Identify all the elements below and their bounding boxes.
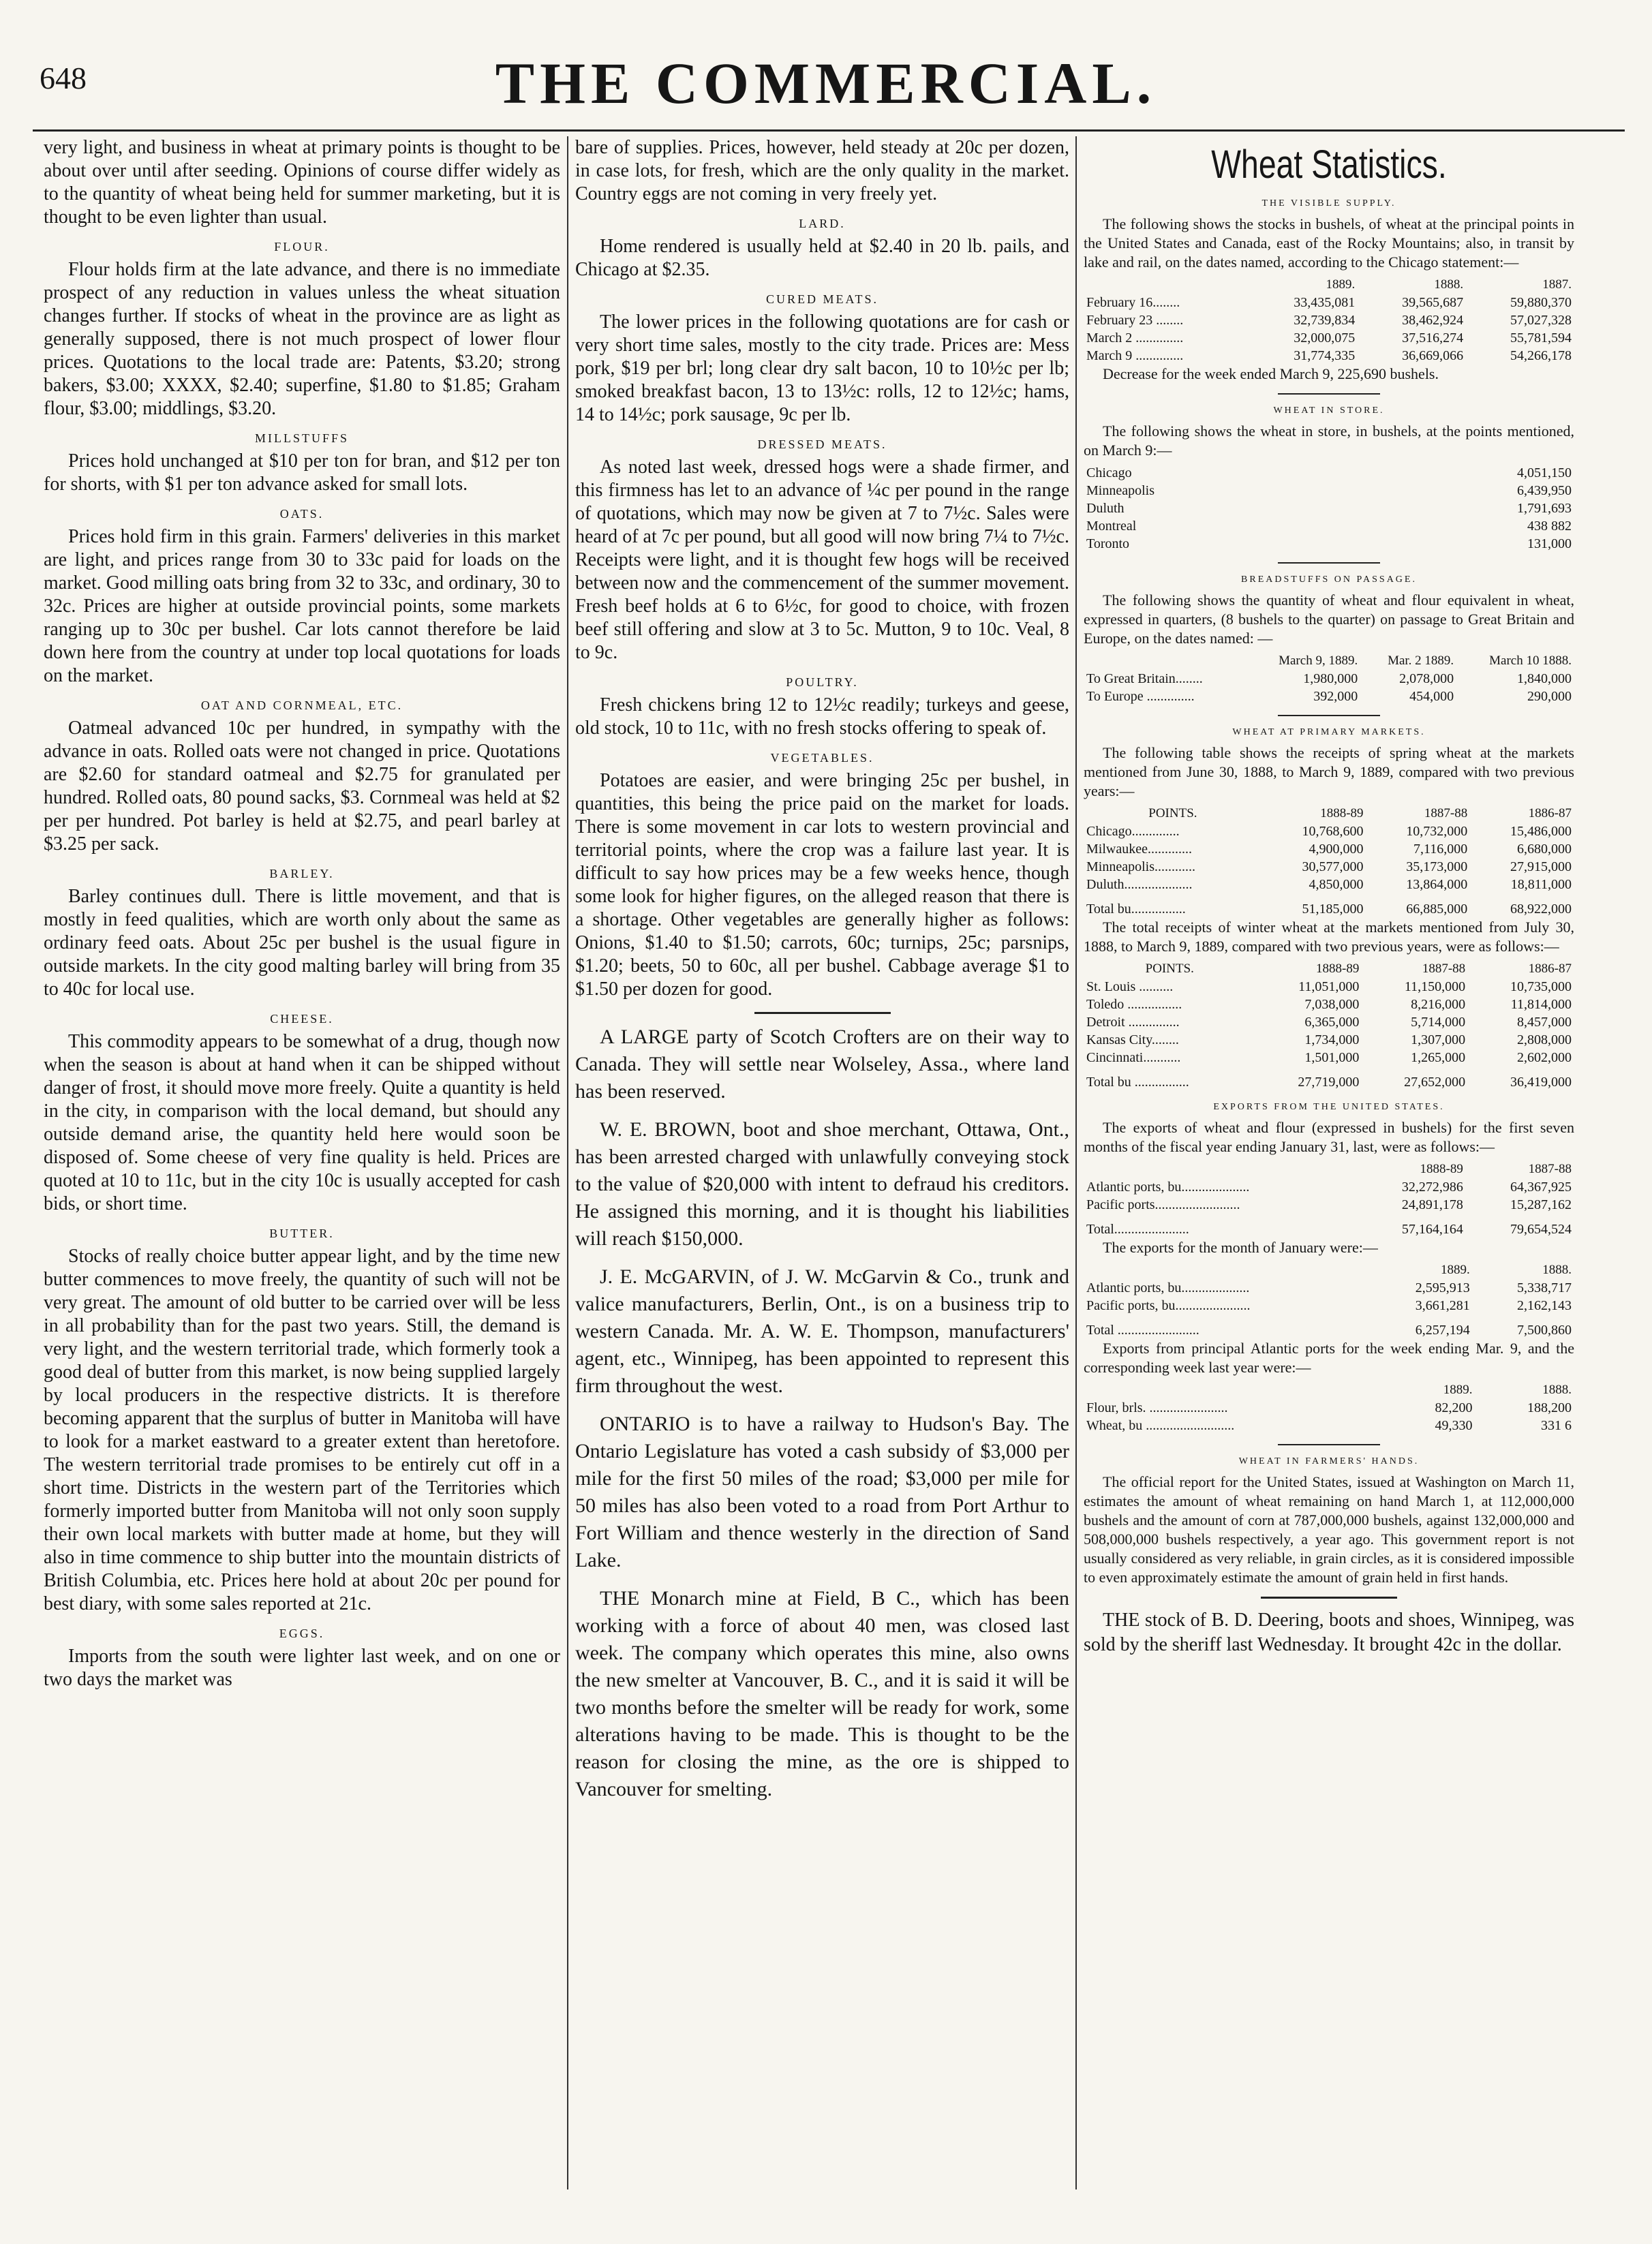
section-separator: [1278, 562, 1380, 564]
wheat-statistics-title: Wheat Statistics.: [1211, 142, 1447, 187]
section-heading: OATS.: [279, 507, 324, 521]
table-row: St. Louis .......... 11,051,000 11,150,000 10,735,000: [1086, 979, 1572, 994]
article-paragraph: Stocks of really choice butter appear light, and by the time new butter commences to move freely, the quantity of such will not be very great. The amount of old butter to be carried over will be less in all probability than for the past two years. Still, the demand is very light, and the western territorial trade, which formerly took a good deal of butter from this market, is now being supplied largely by local producers in the respective districts. It is therefore becoming apparent that the surplus of butter in Manitoba will have to look for a market eastward to a greater extent than heretofore. The western territorial trade promises to be entirely cut off in a short time. Districts in the western part of the Territories which formerly imported butter from Manitoba will not only soon supply their own local markets with butter made at home, but they will also in time commence to ship butter into the mountain districts of British Columbia, etc. Prices here hold at about 20c per pound for best diary, with some sales reported at 21c.: [44, 1246, 560, 1614]
table-row: Toronto 131,000: [1086, 536, 1572, 551]
winter-wheat-table: POINTS. 1888-89 1887-88 1886-87 St. Louis .......... 11,051,000 11,150,000 10,735,000 Toledo ................ 7,038,000 8,216,000 11,814,000 Detroit ............... 6,365,000 5,714,000 8,457,000 Kansas City........ 1,734,000 1,307,000 2,808,000 Cincinnati........... 1,501,000 1,265,000 2,602,000 Total bu ................ 27,719,000 27,652,000 36,419,000: [1084, 960, 1574, 1091]
spring-wheat-table: POINTS. 1888-89 1887-88 1886-87 Chicago.............. 10,768,600 10,732,000 15,486,000 Milwaukee............. 4,900,000 7,116,000 6,680,000 Minneapolis............ 30,577,000 35,173,000 27,915,000 Duluth.................... 4,850,000 13,864,000 18,811,000 Total bu................ 51,185,000 66,885,000 68,922,000: [1084, 805, 1574, 918]
section-separator: [754, 1012, 891, 1014]
table-total-row: Total bu ................ 27,719,000 27,652,000 36,419,000: [1086, 1075, 1572, 1090]
article-paragraph: The exports for the month of January were:—: [1103, 1239, 1378, 1256]
section-heading: CHEESE.: [270, 1012, 334, 1026]
visible-supply-table: 1889. 1888. 1887. February 16........ 33,435,081 39,565,687 59,880,370 February 23 ........ 32,739,834 38,462,924 57,027,328 March 2 .............. 32,000,075 37,516,274 55,781,594 March 9 .............. 31,774,335 36,669,066 54,266,178: [1084, 276, 1574, 365]
section-heading: THE VISIBLE SUPPLY.: [1261, 198, 1396, 209]
article-paragraph: Prices hold firm in this grain. Farmers' deliveries in this market are light, and prices range from 30 to 33c paid for loads on the market. Good milling oats bring from 32 to 33c, and ordinary, 30 to 32c. Prices are higher at outside provincial points, some markets ranging up to 30c per bushel. Car lots cannot therefore be laid down here from the country at under top local quotations for loads on the market.: [44, 526, 560, 686]
article-paragraph: Imports from the south were lighter last week, and on one or two days the market was: [44, 1646, 560, 1690]
news-item: ONTARIO is to have a railway to Hudson's Bay. The Ontario Legislature has voted a cash subsidy of $3,000 per mile for the first 50 miles of the road; $3,000 per mile for 50 miles has also been voted to a road from Port Arthur to Fort William and thence westerly in the direction of Sand Lake.: [575, 1413, 1069, 1571]
section-heading: WHEAT IN FARMERS' HANDS.: [1238, 1456, 1420, 1466]
table-row: Milwaukee............. 4,900,000 7,116,000 6,680,000: [1086, 842, 1572, 857]
article-paragraph: Potatoes are easier, and were bringing 25c per bushel, in quantities, this being the price paid on the market for loads. There is some movement in car lots to western provincial and territorial points, where the crop was a failure last year. It is difficult to say how prices may be a few weeks hence, though some look for higher figures, on the alleged reason that there is a shortage. Other vegetables are generally higher as follows: Onions, $1.40 to $1.50; carrots, 60c; turnips, 25c; parsnips, $1.20; beets, 50 to 60c, all per bushel. Cabbage average $1 to $1.50 per dozen for good.: [575, 770, 1069, 1000]
article-paragraph: This commodity appears to be somewhat of a drug, though now when the season is about at hand when it can be shipped without danger of frost, it should move more freely. Quite a quantity is held in the city, in comparison with the local demand, but should any outside demand arise, the quantity held here would soon be disposed of. Some cheese of very fine quality is held. Prices are quoted at 10 to 11c, but in the city 10c is usually accepted for cash bids, or short time.: [44, 1031, 560, 1214]
article-paragraph: The total receipts of winter wheat at the markets mentioned from July 30, 1888, to March 9, 1889, compared with two previous years, were as follows:—: [1084, 919, 1574, 955]
table-row: Chicago.............. 10,768,600 10,732,000 15,486,000: [1086, 824, 1572, 839]
table-row: Minneapolis............ 30,577,000 35,173,000 27,915,000: [1086, 859, 1572, 874]
wheat-in-store-table: [1084, 464, 1574, 553]
section-heading: BREADSTUFFS ON PASSAGE.: [1241, 574, 1417, 585]
table-row: February 23 ........ 32,739,834 38,462,924 57,027,328: [1086, 313, 1572, 328]
table-row: March 2 .............. 32,000,075 37,516,274 55,781,594: [1086, 331, 1572, 345]
section-heading: FLOUR.: [274, 240, 330, 253]
table-row: Montreal 438 882: [1086, 519, 1572, 534]
table-row: Cincinnati........... 1,501,000 1,265,000 2,602,000: [1086, 1050, 1572, 1065]
section-heading: WHEAT IN STORE.: [1273, 405, 1385, 416]
section-heading: WHEAT AT PRIMARY MARKETS.: [1232, 727, 1426, 737]
section-heading: LARD.: [799, 217, 846, 230]
section-heading: CURED MEATS.: [765, 292, 878, 306]
news-item: W. E. BROWN, boot and shoe merchant, Ottawa, Ont., has been arrested charged with unlawfully conveying stock to the value of $20,000 with intent to defraud his creditors. He assigned this morning, and it is thought his liabilities will reach $150,000.: [575, 1118, 1069, 1250]
article-paragraph: Prices hold unchanged at $10 per ton for bran, and $12 per ton for shorts, with $1 per ton advance asked for small lots.: [44, 450, 560, 495]
table-row: Pacific ports, bu...................... 3,661,281 2,162,143: [1086, 1298, 1572, 1313]
table-row: To Great Britain........ 1,980,000 2,078,000 1,840,000: [1086, 671, 1572, 686]
article-paragraph: The exports of wheat and flour (expressed in bushels) for the first seven months of the fiscal year ending January 31, last, were as follows:—: [1084, 1119, 1574, 1155]
column-1: [44, 136, 560, 2189]
section-heading: EGGS.: [279, 1627, 325, 1640]
section-heading: EXPORTS FROM THE UNITED STATES.: [1213, 1102, 1445, 1112]
article-paragraph: Oatmeal advanced 10c per hundred, in sympathy with the advance in oats. Rolled oats were not changed in price. Quotations are $2.60 for standard oatmeal and $2.75 for granulated per hundred. Rolled oats, 80 pound sacks, $3. Cornmeal was held at $2 per per hundred. Pot barley is held at $2.75, and pearl barley at $3.25 per sack.: [44, 718, 560, 855]
article-paragraph: bare of supplies. Prices, however, held steady at 20c per dozen, in case lots, for fresh, which are the only quality in the market. Country eggs are not coming in very freely yet.: [575, 137, 1069, 204]
article-paragraph: Flour holds firm at the late advance, and there is no immediate prospect of any reduction in values unless the wheat situation changes further. If stocks of wheat in the province are as light as generally supposed, there is not much prospect of lower flour prices. Quotations to the local trade are: Patents, $3.20; strong bakers, $3.00; XXXX, $2.40; superfine, $1.80 to $1.85; Graham flour, $3.00; middlings, $3.20.: [44, 259, 560, 419]
table-row: Kansas City........ 1,734,000 1,307,000 2,808,000: [1086, 1032, 1572, 1047]
table-row: Atlantic ports, bu.................... 2,595,913 5,338,717: [1086, 1280, 1572, 1295]
article-paragraph: Home rendered is usually held at $2.40 in 20 lb. pails, and Chicago at $2.35.: [575, 236, 1069, 280]
article-paragraph: The following shows the stocks in bushels, of wheat at the principal points in the United States and Canada, east of the Rocky Mountains; also, in transit by lake and rail, on the dates named, according to the Chicago statement:—: [1084, 215, 1574, 271]
news-items: [1084, 1608, 1574, 1657]
table-row: Atlantic ports, bu.................... 32,272,986 64,367,925: [1086, 1180, 1572, 1195]
column-divider: [1075, 136, 1077, 2189]
january-exports-table: 1889. 1888. Atlantic ports, bu.................... 2,595,913 5,338,717 Pacific ports, bu...................... 3,661,281 2,162,143 Total ........................ 6,257,194 7,500,860: [1084, 1261, 1574, 1339]
article-paragraph: As noted last week, dressed hogs were a shade firmer, and this firmness has let to an advance of ¼c per pound in the range of quotations, which may now be given at 7 to 7½c. Sales were heard of at 7c per pound, but all good will now bring 7¼ to 7½c. Receipts were light, and it is thought few hogs will be received between now and the commencement of the summer movement. Fresh beef holds at 6 to 6½c, for good to choice, with frozen beef still offering and slow at 3 to 5c. Mutton, 9 to 10c. Veal, 8 to 9c.: [575, 457, 1069, 663]
table-row: March 9 .............. 31,774,335 36,669,066 54,266,178: [1086, 348, 1572, 363]
masthead-title: THE COMMERCIAL.: [495, 50, 1157, 116]
section-heading: DRESSED MEATS.: [757, 437, 887, 451]
section-heading: VEGETABLES.: [770, 751, 874, 765]
table-note: Decrease for the week ended March 9, 225,690 bushels.: [1103, 365, 1439, 382]
table-row: Pacific ports......................... 24,891,178 15,287,162: [1086, 1197, 1572, 1212]
news-item: THE Monarch mine at Field, B C., which has been working with a force of about 40 men, was closed last week. The company which operates this mine, also owns the new smelter at Vancouver, B. C., and it is said it will be two months before the smelter will be ready for work, some alterations having to be made. This is thought to be the reason for closing the mine, as the ore is shipped to Vancouver for smelting.: [575, 1587, 1069, 1800]
table-total-row: Total bu................ 51,185,000 66,885,000 68,922,000: [1086, 902, 1572, 917]
article-paragraph: The lower prices in the following quotations are for cash or very short time sales, mostly to the city trade. Prices are: Mess pork, $19 per brl; long clear dry salt bacon, 10 to 10½c per lb; smoked breakfast bacon, 13 to 13½c: rolls, 12 to 12½c; hams, 14 to 14½c; pork sausage, 9c per lb.: [575, 311, 1069, 425]
page-number: 648: [40, 61, 87, 95]
article-paragraph: The official report for the United States, issued at Washington on March 11, estimates the amount of wheat remaining on hand March 1, at 112,000,000 bushels and the amount of corn at 787,000,000 bushels, against 132,000,000 and 508,000,000 bushels respectively, a year ago. This government report is not usually considered as very reliable, in grain circles, as it is considered impossible to even approximately estimate the amount of grain held in first hands.: [1084, 1473, 1574, 1586]
table-row: Flour, brls. ....................... 82,200 188,200: [1086, 1400, 1572, 1415]
table-row: Toledo ................ 7,038,000 8,216,000 11,814,000: [1086, 997, 1572, 1012]
column-divider: [567, 136, 568, 2189]
table-row: To Europe .............. 392,000 454,000 290,000: [1086, 689, 1572, 704]
column-2: [575, 136, 1069, 2189]
article-paragraph: The following table shows the receipts of spring wheat at the markets mentioned from June 30, 1888, to March 9, 1889, compared with two previous years:—: [1084, 744, 1574, 799]
header-rule: [33, 129, 1625, 132]
news-item: THE stock of B. D. Deering, boots and shoes, Winnipeg, was sold by the sheriff last Wednesday. It brought 42c in the dollar.: [1084, 1610, 1574, 1655]
section-heading: OAT AND CORNMEAL, ETC.: [200, 698, 403, 712]
article-paragraph: Exports from principal Atlantic ports for the week ending Mar. 9, and the corresponding week last year were:—: [1084, 1340, 1574, 1376]
section-separator: [1278, 715, 1380, 716]
article-paragraph: The following shows the wheat in store, in bushels, at the points mentioned, on March 9:—: [1084, 422, 1574, 459]
table-row: Wheat, bu .......................... 49,330 331 6: [1086, 1418, 1572, 1433]
table-total-row: Total ........................ 6,257,194 7,500,860: [1086, 1323, 1572, 1338]
article-paragraph: very light, and business in wheat at primary points is thought to be about over until after seeding. Opinions of course differ widely as to the quantity of wheat being held for summer marketing, but it is thought to be even lighter than usual.: [44, 137, 560, 228]
article-paragraph: The following shows the quantity of wheat and flour equivalent in wheat, expressed in quarters, (8 bushels to the quarter) on passage to Great Britain and Europe, on the dates named: —: [1084, 591, 1574, 647]
table-row: Chicago 4,051,150: [1086, 465, 1572, 480]
table-row: Minneapolis 6,439,950: [1086, 483, 1572, 498]
news-item: A LARGE party of Scotch Crofters are on their way to Canada. They will settle near Wolseley, Assa., where land has been reserved.: [575, 1026, 1069, 1103]
section-separator: [1261, 1597, 1397, 1599]
section-separator: [1278, 393, 1380, 395]
column-3: [1084, 136, 1574, 2189]
weekly-exports-table: 1889. 1888. Flour, brls. ....................... 82,200 188,200 Wheat, bu .......................... 49,330 331 6: [1084, 1381, 1574, 1434]
section-separator: [1278, 1444, 1380, 1445]
table-row: Detroit ............... 6,365,000 5,714,000 8,457,000: [1086, 1015, 1572, 1030]
exports-table: 1888-89 1887-88 Atlantic ports, bu.................... 32,272,986 64,367,925 Pacific ports......................... 24,891,178 15,287,162 Total...................... 57,164,164 79,654,524: [1084, 1161, 1574, 1238]
article-paragraph: Fresh chickens bring 12 to 12½c readily; turkeys and geese, old stock, 10 to 11c, with no fresh stocks offering to speak of.: [575, 694, 1069, 739]
section-heading: MILLSTUFFS: [254, 431, 350, 445]
news-items: [575, 1024, 1069, 1803]
table-row: February 16........ 33,435,081 39,565,687 59,880,370: [1086, 295, 1572, 310]
passage-table: March 9, 1889. Mar. 2 1889. March 10 1888. To Great Britain........ 1,980,000 2,078,000 1,840,000 To Europe .............. 392,000 454,000 290,000: [1084, 652, 1574, 705]
section-heading: POULTRY.: [786, 675, 859, 689]
table-row: Duluth.................... 4,850,000 13,864,000 18,811,000: [1086, 877, 1572, 892]
article-paragraph: Barley continues dull. There is little movement, and that is mostly in feed qualities, which are worth only about the same as ordinary feed oats. About 25c per bushel is the usual figure in outside markets. In the city good malting barley will bring from 35 to 40c for local use.: [44, 886, 560, 1000]
section-heading: BUTTER.: [269, 1227, 335, 1240]
news-item: J. E. McGARVIN, of J. W. McGarvin & Co., trunk and valice manufacturers, Berlin, Ont., is on a business trip to western Canada. Mr. A. W. E. Thompson, manufacturers' agent, etc., Winnipeg, has been appointed to represent this firm throughout the west.: [575, 1265, 1069, 1397]
table-row: Duluth 1,791,693: [1086, 501, 1572, 516]
table-total-row: Total...................... 57,164,164 79,654,524: [1086, 1222, 1572, 1237]
section-heading: BARLEY.: [269, 867, 335, 880]
